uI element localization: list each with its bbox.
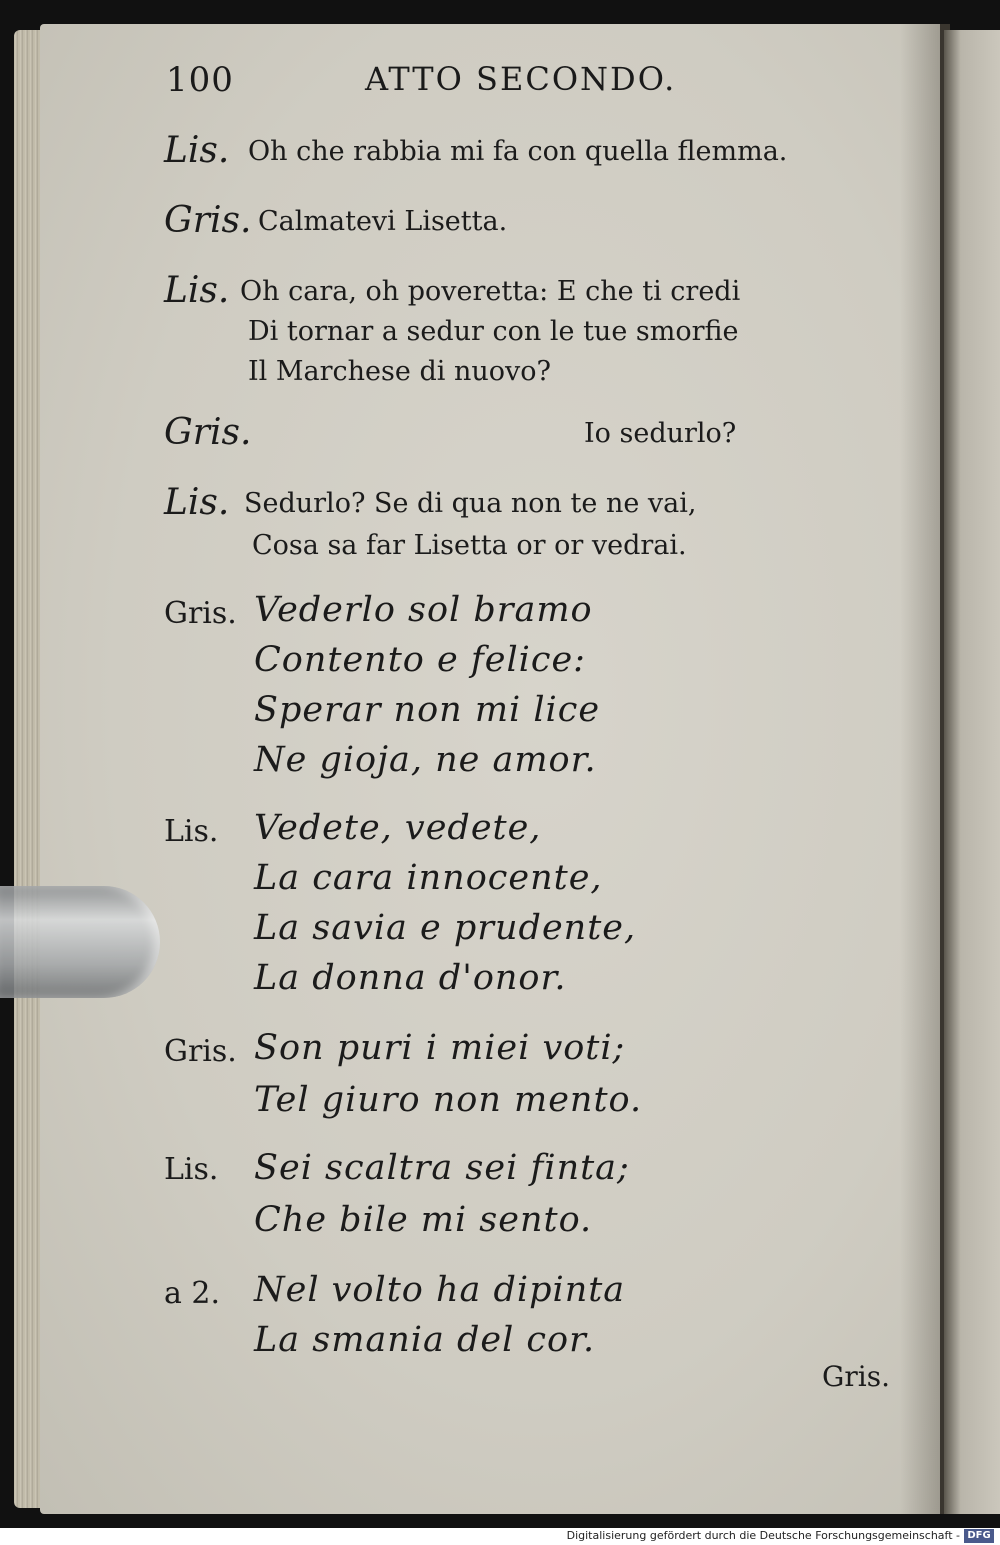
speaker-label: Gris. bbox=[164, 1034, 237, 1069]
dialogue-line: Sedurlo? Se di qua non te ne vai, bbox=[244, 488, 697, 519]
speaker-label: Lis. bbox=[164, 270, 230, 311]
speaker-label: Lis. bbox=[164, 130, 230, 171]
running-title: ATTO SECONDO. bbox=[365, 60, 677, 98]
page-number: 100 bbox=[166, 60, 234, 100]
dialogue-line: Calmatevi Lisetta. bbox=[258, 206, 508, 237]
speaker-label: Lis. bbox=[164, 1152, 219, 1187]
verse-line: La donna d'onor. bbox=[254, 958, 567, 998]
verse-line: La smania del cor. bbox=[254, 1320, 596, 1360]
verse-line: Sperar non mi lice bbox=[254, 690, 601, 730]
verse-line: Nel volto ha dipinta bbox=[254, 1270, 626, 1310]
glass-page-holder bbox=[0, 886, 160, 998]
dialogue-line: Io sedurlo? bbox=[584, 418, 737, 449]
speaker-label: Gris. bbox=[164, 596, 237, 631]
dialogue-line: Cosa sa far Lisetta or or vedrai. bbox=[252, 530, 687, 561]
verse-line: La savia e prudente, bbox=[254, 908, 637, 948]
verse-line: Ne gioja, ne amor. bbox=[254, 740, 597, 780]
dfg-logo-icon: DFG bbox=[964, 1529, 994, 1543]
dialogue-line: Di tornar a sedur con le tue smorfie bbox=[248, 316, 739, 347]
verse-line: Sei scaltra sei finta; bbox=[254, 1148, 630, 1188]
verse-line: Tel giuro non mento. bbox=[254, 1080, 643, 1120]
verse-line: Son puri i miei voti; bbox=[254, 1028, 626, 1068]
verse-line: Vedete, vedete, bbox=[254, 808, 542, 848]
facing-page-edge bbox=[944, 30, 1000, 1514]
footer-bar bbox=[0, 1528, 1000, 1545]
speaker-label: a 2. bbox=[164, 1276, 221, 1311]
speaker-label: Gris. bbox=[164, 412, 252, 453]
verse-line: Contento e felice: bbox=[254, 640, 586, 680]
dialogue-line: Oh che rabbia mi fa con quella flemma. bbox=[248, 136, 788, 167]
footer-credit: Digitalisierung gefördert durch die Deutsche Forschungsgemeinschaft - bbox=[566, 1529, 960, 1542]
speaker-label: Lis. bbox=[164, 482, 230, 523]
speaker-label: Gris. bbox=[164, 200, 252, 241]
verse-line: Vederlo sol bramo bbox=[254, 590, 593, 630]
verse-line: La cara innocente, bbox=[254, 858, 603, 898]
catchword: Gris. bbox=[822, 1360, 890, 1393]
dialogue-line: Oh cara, oh poveretta: E che ti credi bbox=[240, 276, 741, 307]
verse-line: Che bile mi sento. bbox=[254, 1200, 593, 1240]
speaker-label: Lis. bbox=[164, 814, 219, 849]
dialogue-line: Il Marchese di nuovo? bbox=[248, 356, 551, 387]
